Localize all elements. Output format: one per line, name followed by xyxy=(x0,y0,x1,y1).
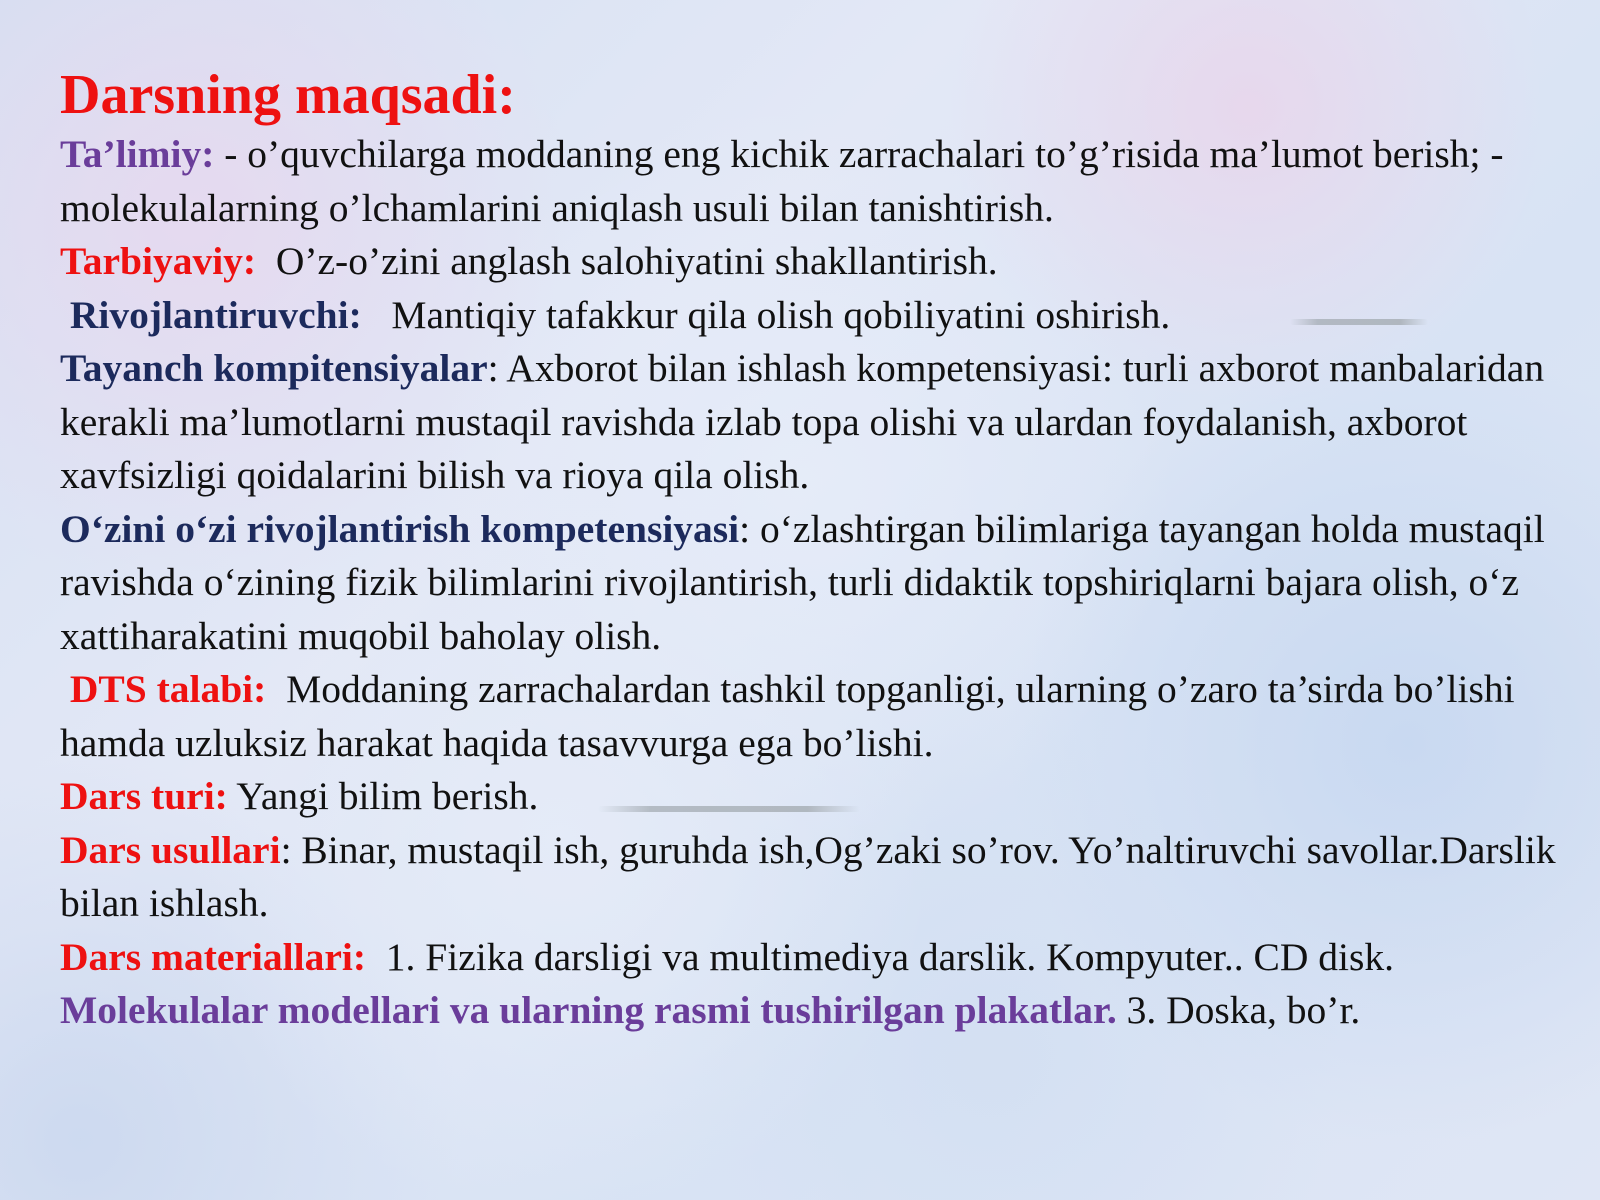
text-dars-usullari: : Binar, mustaqil ish, guruhda ish,Og’zaki so’rov. Yo’naltiruvchi savollar.Darslik bilan ishlash. xyxy=(60,827,1556,925)
paragraph-rivojlantiruvchi xyxy=(60,289,1560,343)
label-talimiy: Ta’limiy: xyxy=(60,132,215,176)
paragraph-tayanch xyxy=(60,342,1560,503)
slide-title: Darsning maqsadi: xyxy=(60,64,516,126)
text-talimiy: - o’quvchilarga moddaning eng kichik zarrachalari to’g’risida ma’lumot berish; - molekulalarning o’lchamlarini aniqlash usuli bilan tanishtirish. xyxy=(60,132,1504,230)
paragraph-talimiy xyxy=(60,128,1560,235)
text-dts: Moddaning zarrachalardan tashkil topganligi, ularning o’zaro ta’sirda bo’lishi hamda uzluksiz harakat haqida tasavvurga ega bo’lishi. xyxy=(60,667,1525,765)
label-ozini: O‘zini o‘zi rivojlantirish kompetensiyasi xyxy=(60,506,740,551)
paragraph-tarbiyaviy xyxy=(60,235,1560,289)
text-tarbiyaviy: O’z-o’zini anglash salohiyatini shakllantirish. xyxy=(256,239,998,283)
label-dars-turi: Dars turi: xyxy=(60,774,228,818)
objectives-body xyxy=(60,128,1560,1038)
text-tayanch: : Axborot bilan ishlash kompetensiyasi: turli axborot manbalaridan kerakli ma’lumotlarni mustaqil ravishda izlab topa olishi va ulardan foydalanish, axborot xavfsizligi qoidalarini bilish va rioya qila olish. xyxy=(60,346,1545,497)
slide-content xyxy=(60,62,1560,1038)
label-rivojlantiruvchi: Rivojlantiruvchi: xyxy=(60,292,362,337)
text-rivojlantiruvchi: Mantiqiy tafakkur qila olish qobiliyatini oshirish. xyxy=(361,292,1171,337)
label-dars-usullari: Dars usullari xyxy=(60,827,281,872)
label-tarbiyaviy: Tarbiyaviy: xyxy=(60,239,257,283)
text-dars-turi: Yangi bilim berish. xyxy=(227,774,539,818)
label-molekulalar: Molekulalar modellari va ularning rasmi tushirilgan plakatlar. xyxy=(60,988,1117,1032)
paragraph-molekulalar xyxy=(60,984,1560,1038)
paragraph-dts xyxy=(60,663,1560,770)
paragraph-dars-usullari xyxy=(60,824,1560,931)
text-molekulalar: 3. Doska, bo’r. xyxy=(1116,988,1361,1032)
label-tayanch: Tayanch kompitensiyalar xyxy=(60,346,488,390)
text-dars-materiallari: 1. Fizika darsligi va multimediya darslik. Kompyuter.. CD disk. xyxy=(366,934,1394,979)
paragraph-dars-turi xyxy=(60,770,1560,824)
label-dts: DTS talabi: xyxy=(60,667,267,711)
paragraph-dars-materiallari xyxy=(60,931,1560,985)
paragraph-ozini xyxy=(60,503,1560,664)
text-ozini: : o‘zlashtirgan bilimlariga tayangan holda mustaqil ravishda o‘zining fizik bilimlarini rivojlantirish, turli didaktik topshiriqlarni bajara olish, o‘z xattiharakatini muqobil baholay olish. xyxy=(60,506,1545,658)
label-dars-materiallari: Dars materiallari: xyxy=(60,934,367,979)
